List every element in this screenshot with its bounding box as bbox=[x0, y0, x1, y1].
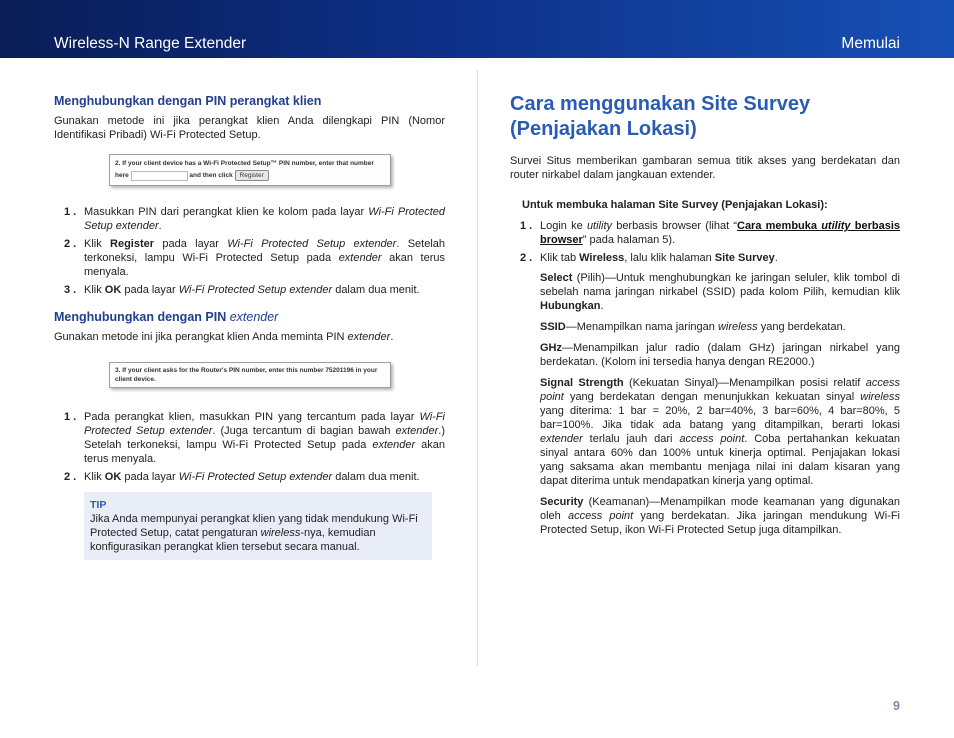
register-pin-screenshot bbox=[109, 154, 391, 186]
screenshot-here-label: here bbox=[115, 172, 129, 180]
list-item: 1 . Pada perangkat klien, masukkan PIN yang tercantum pada layar Wi-Fi Protected Setup extender. (Juga tercantum di bagian bawah extender.) Setelah terkoneksi, lampu Wi-Fi Protected Setup pada extender akan terus menyala. bbox=[64, 411, 445, 465]
extender-pin-intro: Gunakan metode ini jika perangkat klien Anda meminta PIN extender. bbox=[54, 331, 394, 343]
screenshot-line-1: 3. If your client asks for the Router's PIN number, enter this number 75201196 in your bbox=[115, 367, 378, 374]
section-heading-client-pin: Menghubungkan dengan PIN perangkat klien bbox=[54, 94, 322, 108]
section-title: Memulai bbox=[841, 35, 900, 52]
site-survey-intro: Survei Situs memberikan gambaran semua titik akses yang berdekatan dan router nirkabel dalam jangkauan extender. bbox=[510, 155, 900, 181]
left-column bbox=[54, 94, 445, 560]
tip-text: Jika Anda mempunyai perangkat klien yang tidak mendukung Wi-Fi Protected Setup, catat pengaturan wireless-nya, kemudian konfigurasikan perangkat klien tersebut secara manual. bbox=[90, 513, 418, 553]
screenshot-line-2: client device. bbox=[115, 376, 156, 383]
router-pin-screenshot bbox=[109, 362, 391, 388]
signal-strength-description: Signal Strength (Kekuatan Sinyal)—Menampilkan posisi relatif access point yang berdekatan dengan menunjukkan kekuatan sinyal wireless yang diterima: 1 bar = 20%, 2 bar=40%, 3 bar=60%, 4 bar=80%, 5 bar=100%. Jika tidak ada batang yang ditampilkan, berarti lokasi extender terlalu jauh dari access point. Coba pertahankan kekuatan sinyal antara 60% dan 100% untuk kinerja optimal. Penjajakan lokasi yang saksama akan membantu menjaga nilai ini dalam kisaran yang dapat diterima untuk mendapatkan kinerja yang optimal. bbox=[540, 377, 900, 487]
ghz-description: GHz—Menampilkan jalur radio (dalam GHz) jaringan nirkabel yang berdekatan. (Kolom ini tersedia hanya dengan RE2000.) bbox=[540, 342, 900, 368]
site-survey-steps bbox=[510, 219, 900, 265]
section-heading-extender-pin: Menghubungkan dengan PIN extender bbox=[54, 310, 279, 324]
right-column bbox=[510, 92, 900, 544]
list-item: 2 . Klik Register pada layar Wi-Fi Protected Setup extender. Setelah terkoneksi, lampu Wi-Fi Protected Setup pada extender akan terus menyala. bbox=[64, 238, 446, 278]
security-description: Security (Keamanan)—Menampilkan mode keamanan yang digunakan oleh access point yang berdekatan. Jika jaringan mendukung Wi-Fi Protected Setup, ikon Wi-Fi Protected Setup juga ditampilkan. bbox=[540, 496, 900, 536]
page-number: 9 bbox=[893, 699, 900, 713]
column-divider bbox=[477, 70, 478, 666]
procedure-heading: Untuk membuka halaman Site Survey (Penjajakan Lokasi): bbox=[522, 199, 828, 211]
list-item: 1 . Login ke utility berbasis browser (lihat “Cara membuka utility berbasis browser” pada halaman 5). bbox=[520, 220, 900, 246]
list-item: 1 . Masukkan PIN dari perangkat klien ke kolom pada layar Wi-Fi Protected Setup extender. bbox=[64, 206, 445, 232]
screenshot-then-click: and then click bbox=[189, 172, 233, 180]
client-pin-intro: Gunakan metode ini jika perangkat klien Anda dilengkapi PIN (Nomor Identifikasi Pribadi) Wi-Fi Protected Setup. bbox=[54, 115, 445, 141]
document-title: Wireless-N Range Extender bbox=[54, 35, 247, 52]
list-item: 2 . Klik tab Wireless, lalu klik halaman Site Survey. bbox=[520, 252, 778, 264]
cross-reference-link[interactable]: Cara membuka utility berbasis browser bbox=[540, 220, 900, 246]
client-pin-steps bbox=[54, 205, 445, 297]
list-item: 2 . Klik OK pada layar Wi-Fi Protected Setup extender dalam dua menit. bbox=[64, 471, 420, 483]
pin-input-field bbox=[131, 171, 188, 181]
extender-pin-steps bbox=[54, 410, 445, 484]
main-heading: Cara menggunakan Site Survey (Penjajakan Lokasi) bbox=[510, 93, 811, 140]
screenshot-text: 2. If your client device has a Wi-Fi Protected Setup™ PIN number, enter that number bbox=[115, 160, 374, 167]
page-header bbox=[0, 0, 954, 58]
tip-label: TIP bbox=[90, 499, 107, 511]
ssid-description: SSID—Menampilkan nama jaringan wireless yang berdekatan. bbox=[540, 321, 846, 333]
register-button: Register bbox=[235, 170, 269, 181]
select-description: Select (Pilih)—Untuk menghubungkan ke jaringan seluler, klik tombol di sebelah nama jaringan nirkabel (SSID) pada kolom Pilih, kemudian klik Hubungkan. bbox=[540, 272, 900, 312]
list-item: 3 . Klik OK pada layar Wi-Fi Protected Setup extender dalam dua menit. bbox=[64, 284, 420, 296]
tip-box bbox=[84, 492, 432, 560]
